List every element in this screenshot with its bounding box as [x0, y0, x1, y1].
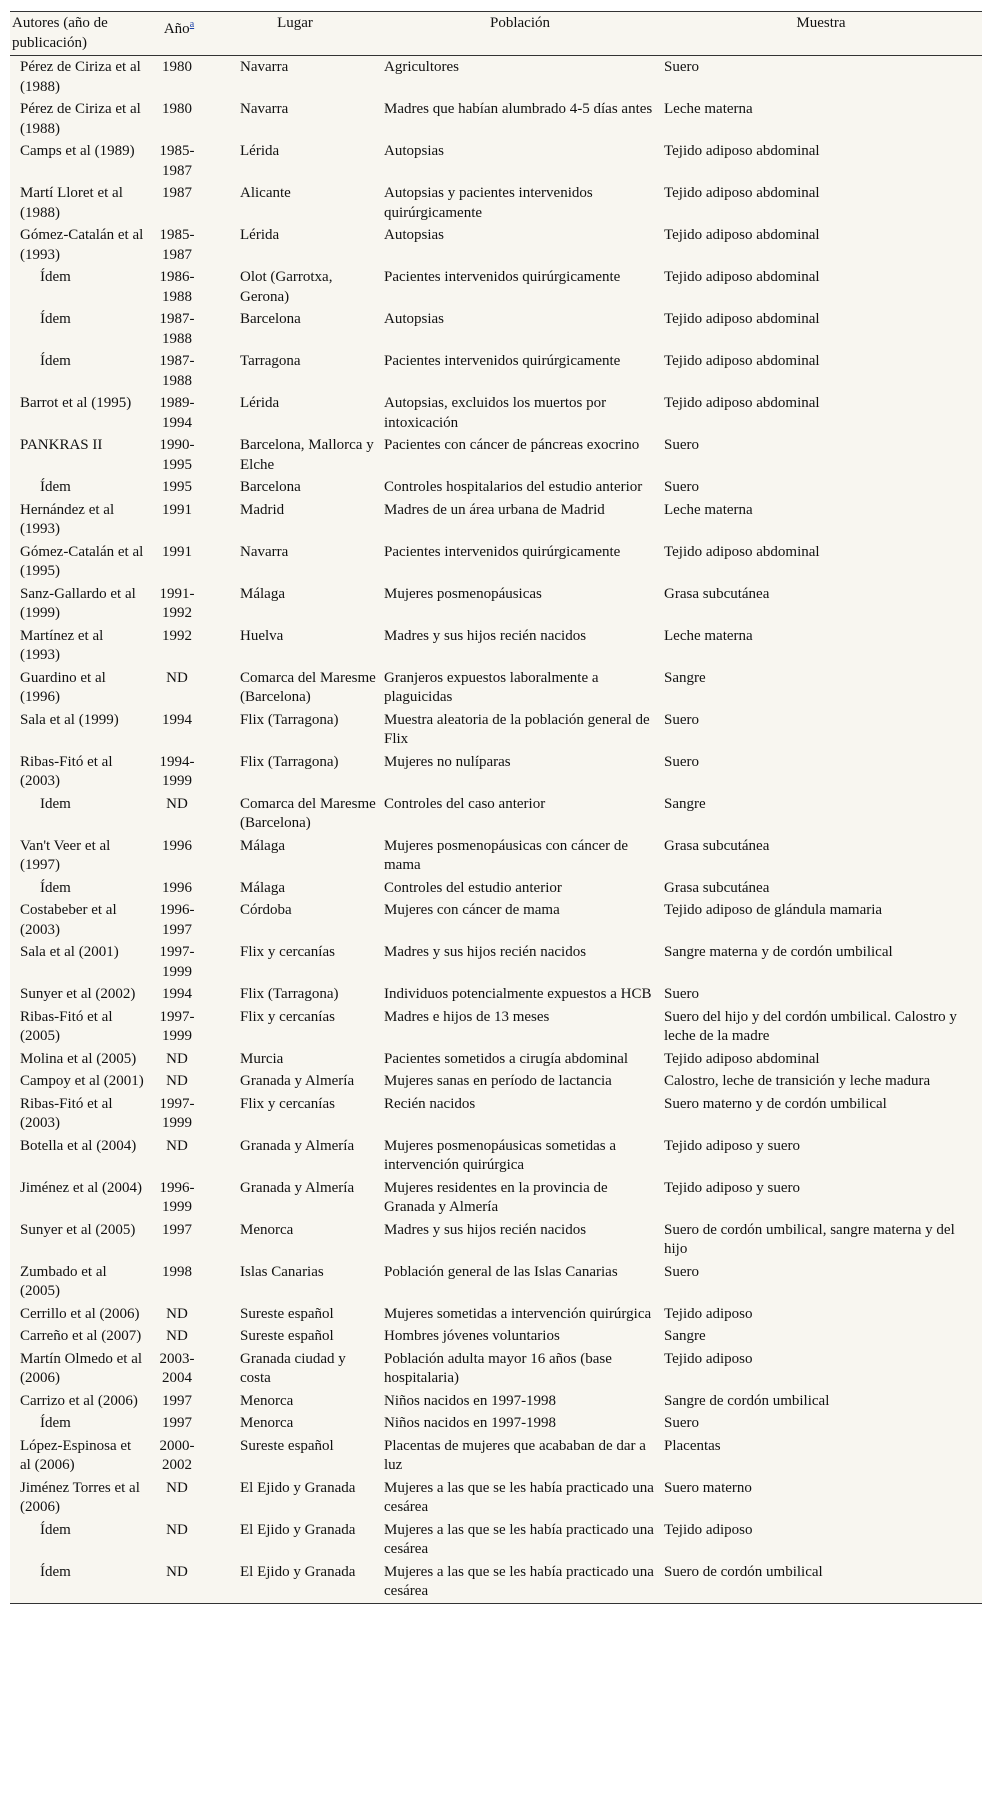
cell-muestra: Sangre — [664, 1328, 706, 1344]
cell-ano: ND — [166, 1521, 188, 1538]
cell-muestra: Tejido adiposo y suero — [664, 1137, 801, 1154]
cell-autores: Ídem — [40, 1563, 71, 1580]
cell-autores: Sala et al (2001) — [20, 944, 119, 960]
cell-poblacion: Pacientes intervenidos quirúrgicamente — [384, 269, 621, 285]
table-row — [10, 709, 982, 751]
footnote-link-a[interactable]: a — [189, 19, 195, 30]
cell-poblacion: Mujeres no nulíparas — [384, 753, 511, 770]
cell-autores: Ídem — [40, 879, 71, 896]
cell-muestra: Leche materna — [664, 627, 753, 644]
cell-ano: ND — [166, 1050, 188, 1067]
cell-lugar: Granada y Almería — [240, 1137, 355, 1154]
cell-poblacion: Madres y sus hijos recién nacidos — [384, 944, 587, 960]
cell-ano: 1997-1999 — [159, 944, 195, 980]
cell-autores: Martín Olmedo et al (2006) — [20, 1350, 143, 1386]
cell-lugar: Flix (Tarragona) — [240, 753, 339, 770]
cell-autores: Gómez-Catalán et al (1995) — [20, 543, 144, 579]
cell-muestra: Suero de cordón umbilical — [664, 1563, 823, 1580]
cell-muestra: Sangre de cordón umbilical — [664, 1392, 830, 1409]
cell-poblacion: Madres y sus hijos recién nacidos — [384, 1221, 587, 1238]
cell-poblacion: Controles del estudio anterior — [384, 879, 562, 896]
cell-muestra: Suero materno — [664, 1479, 752, 1496]
cell-autores: Ribas-Fitó et al (2005) — [20, 1008, 113, 1044]
cell-autores: PANKRAS II — [20, 437, 103, 453]
cell-ano: 1990-1995 — [159, 437, 195, 473]
cell-lugar: Granada ciudad y costa — [240, 1350, 346, 1386]
cell-lugar: Murcia — [240, 1050, 284, 1067]
cell-poblacion: Autopsias y pacientes intervenidos quirúrgicamente — [384, 185, 593, 221]
cell-poblacion: Pacientes con cáncer de páncreas exocrino — [384, 437, 640, 453]
cell-ano: 1991 — [162, 543, 192, 560]
cell-lugar: Navarra — [240, 59, 289, 75]
cell-muestra: Suero de cordón umbilical, sangre materna y del hijo — [664, 1221, 955, 1257]
cell-poblacion: Mujeres residentes en la provincia de Granada y Almería — [384, 1179, 608, 1215]
table-row — [10, 499, 982, 541]
cell-ano: 1980 — [162, 101, 192, 117]
cell-ano: 2003-2004 — [159, 1350, 195, 1386]
cell-ano: 1994 — [162, 986, 192, 1002]
table-row — [10, 182, 982, 224]
cell-poblacion: Placentas de mujeres que acababan de dar a luz — [384, 1437, 646, 1473]
cell-lugar: Flix y cercanías — [240, 1008, 335, 1025]
cell-poblacion: Población adulta mayor 16 años (base hospitalaria) — [384, 1350, 612, 1386]
cell-lugar: Menorca — [240, 1221, 294, 1238]
cell-autores: Martí Lloret et al (1988) — [20, 185, 123, 221]
cell-muestra: Suero — [664, 479, 699, 495]
cell-muestra: Tejido adiposo de glándula mamaria — [664, 902, 883, 918]
header-poblacion: Población — [380, 12, 660, 56]
cell-ano: ND — [166, 1563, 188, 1580]
cell-ano: 1997 — [162, 1415, 192, 1431]
cell-ano: 1995 — [162, 479, 192, 495]
header-row — [10, 12, 982, 56]
cell-ano: 1986-1988 — [159, 269, 195, 305]
cell-poblacion: Mujeres posmenopáusicas sometidas a intervención quirúrgica — [384, 1137, 617, 1173]
cell-autores: Botella et al (2004) — [20, 1137, 137, 1154]
cell-poblacion: Pacientes sometidos a cirugía abdominal — [384, 1050, 629, 1067]
cell-autores: Ribas-Fitó et al (2003) — [20, 753, 113, 789]
cell-ano: ND — [166, 1073, 188, 1089]
cell-autores: Ídem — [40, 269, 71, 285]
cell-autores: Ídem — [40, 311, 71, 327]
table-row — [10, 1390, 982, 1413]
cell-lugar: El Ejido y Granada — [240, 1521, 356, 1538]
cell-poblacion: Niños nacidos en 1997-1998 — [384, 1415, 557, 1431]
cell-poblacion: Madres de un área urbana de Madrid — [384, 501, 605, 518]
cell-lugar: Menorca — [240, 1392, 294, 1409]
table-row — [10, 835, 982, 877]
cell-muestra: Tejido adiposo abdominal — [664, 311, 820, 327]
table-row — [10, 308, 982, 350]
cell-poblacion: Autopsias — [384, 227, 444, 243]
table-row — [10, 392, 982, 434]
cell-muestra: Suero — [664, 59, 699, 75]
table-body — [10, 56, 982, 1604]
cell-muestra: Suero — [664, 753, 699, 770]
cell-muestra: Tejido adiposo — [664, 1521, 753, 1538]
table-row — [10, 350, 982, 392]
cell-poblacion: Mujeres posmenopáusicas — [384, 585, 542, 602]
cell-poblacion: Autopsias — [384, 143, 444, 159]
table-row — [10, 1348, 982, 1390]
cell-lugar: Madrid — [240, 501, 285, 518]
cell-lugar: Menorca — [240, 1415, 294, 1431]
cell-poblacion: Autopsias, excluidos los muertos por intoxicación — [384, 395, 607, 431]
table-row — [10, 224, 982, 266]
cell-lugar: Alicante — [240, 185, 291, 201]
cell-muestra: Tejido adiposo — [664, 1350, 753, 1367]
cell-autores: Jiménez et al (2004) — [20, 1179, 143, 1196]
table-row — [10, 98, 982, 140]
table-row — [10, 1219, 982, 1261]
cell-ano: 1994-1999 — [159, 753, 195, 789]
cell-ano: 1987-1988 — [159, 311, 195, 347]
cell-lugar: Olot (Garrotxa, Gerona) — [240, 269, 333, 305]
table-row — [10, 1261, 982, 1303]
cell-autores: Ídem — [40, 1415, 71, 1431]
cell-poblacion: Mujeres sanas en período de lactancia — [384, 1073, 612, 1089]
cell-ano: 1980 — [162, 59, 192, 75]
cell-muestra: Suero — [664, 437, 699, 453]
cell-lugar: El Ejido y Granada — [240, 1479, 356, 1496]
cell-ano: ND — [166, 669, 188, 686]
cell-autores: Ídem — [40, 479, 71, 495]
cell-muestra: Calostro, leche de transición y leche madura — [664, 1073, 931, 1089]
cell-poblacion: Niños nacidos en 1997-1998 — [384, 1392, 557, 1409]
cell-lugar: Málaga — [240, 585, 285, 602]
table-row — [10, 1177, 982, 1219]
cell-autores: Jiménez Torres et al (2006) — [20, 1479, 140, 1515]
cell-muestra: Sangre materna y de cordón umbilical — [664, 944, 893, 960]
table-row — [10, 941, 982, 983]
cell-autores: López-Espinosa et al (2006) — [20, 1437, 132, 1473]
cell-lugar: Flix y cercanías — [240, 944, 335, 960]
cell-ano: 1996-1999 — [159, 1179, 195, 1215]
cell-lugar: Málaga — [240, 837, 285, 854]
cell-muestra: Sangre — [664, 669, 706, 686]
cell-lugar: Navarra — [240, 101, 289, 117]
table-row — [10, 1561, 982, 1604]
cell-muestra: Suero del hijo y del cordón umbilical. Calostro y leche de la madre — [664, 1008, 957, 1044]
cell-poblacion: Mujeres con cáncer de mama — [384, 902, 560, 918]
cell-lugar: Flix y cercanías — [240, 1095, 335, 1112]
cell-poblacion: Mujeres a las que se les había practicado una cesárea — [384, 1563, 654, 1599]
cell-autores: Hernández et al (1993) — [20, 501, 115, 537]
cell-muestra: Suero — [664, 1415, 699, 1431]
cell-poblacion: Autopsias — [384, 311, 444, 327]
cell-ano: 1996-1997 — [159, 902, 195, 938]
cell-muestra: Tejido adiposo abdominal — [664, 143, 820, 159]
table-row — [10, 877, 982, 900]
cell-lugar: Lérida — [240, 395, 280, 411]
cell-muestra: Placentas — [664, 1437, 721, 1454]
cell-ano: 1991-1992 — [159, 585, 195, 621]
cell-lugar: Sureste español — [240, 1328, 334, 1344]
table-row — [10, 899, 982, 941]
cell-lugar: Granada y Almería — [240, 1179, 355, 1196]
cell-ano: 1996 — [162, 879, 192, 896]
cell-muestra: Tejido adiposo y suero — [664, 1179, 801, 1196]
table-row — [10, 625, 982, 667]
cell-poblacion: Pacientes intervenidos quirúrgicamente — [384, 543, 621, 560]
cell-lugar: Huelva — [240, 627, 284, 644]
cell-autores: Ídem — [40, 1521, 71, 1538]
cell-poblacion: Individuos potencialmente expuestos a HCB — [384, 986, 652, 1002]
cell-ano: 1992 — [162, 627, 192, 644]
cell-poblacion: Mujeres sometidas a intervención quirúrgica — [384, 1305, 652, 1322]
cell-ano: 1998 — [162, 1263, 192, 1280]
table-row — [10, 1006, 982, 1048]
cell-muestra: Tejido adiposo abdominal — [664, 185, 820, 201]
cell-autores: Idem — [40, 795, 71, 812]
cell-muestra: Tejido adiposo abdominal — [664, 227, 820, 243]
cell-lugar: Navarra — [240, 543, 289, 560]
header-lugar: Lugar — [210, 12, 380, 56]
cell-autores: Van't Veer et al (1997) — [20, 837, 111, 873]
cell-muestra: Grasa subcutánea — [664, 585, 770, 602]
cell-autores: Guardino et al (1996) — [20, 669, 106, 705]
cell-poblacion: Agricultores — [384, 59, 459, 75]
header-ano-label: Año — [163, 21, 190, 37]
cell-muestra: Sangre — [664, 795, 706, 812]
cell-lugar: Málaga — [240, 879, 285, 896]
cell-ano: 1989-1994 — [159, 395, 195, 431]
cell-autores: Barrot et al (1995) — [20, 395, 132, 411]
cell-lugar: Islas Canarias — [240, 1263, 324, 1280]
table-header — [10, 12, 982, 56]
table-row — [10, 1477, 982, 1519]
cell-lugar: Barcelona, Mallorca y Elche — [240, 437, 374, 473]
cell-lugar: Flix (Tarragona) — [240, 711, 339, 728]
cell-autores: Sunyer et al (2005) — [20, 1221, 136, 1238]
cell-muestra: Suero — [664, 1263, 699, 1280]
cell-muestra: Suero materno y de cordón umbilical — [664, 1095, 887, 1112]
table-row — [10, 1093, 982, 1135]
cell-ano: 1996 — [162, 837, 192, 854]
cell-poblacion: Población general de las Islas Canarias — [384, 1263, 618, 1280]
cell-autores: Cerrillo et al (2006) — [20, 1305, 140, 1322]
table-row — [10, 667, 982, 709]
cell-autores: Costabeber et al (2003) — [20, 902, 117, 938]
cell-ano: 1987 — [162, 185, 192, 201]
cell-poblacion: Madres e hijos de 13 meses — [384, 1008, 550, 1025]
cell-poblacion: Controles hospitalarios del estudio anterior — [384, 479, 643, 495]
cell-muestra: Leche materna — [664, 101, 753, 117]
cell-autores: Campoy et al (2001) — [20, 1073, 144, 1089]
cell-ano: ND — [166, 1305, 188, 1322]
cell-muestra: Grasa subcutánea — [664, 837, 770, 854]
cell-ano: 1997 — [162, 1392, 192, 1409]
cell-lugar: Lérida — [240, 143, 280, 159]
header-muestra: Muestra — [660, 12, 982, 56]
table-row — [10, 1048, 982, 1071]
cell-autores: Zumbado et al (2005) — [20, 1263, 107, 1299]
cell-lugar: Flix (Tarragona) — [240, 986, 339, 1002]
cell-muestra: Tejido adiposo abdominal — [664, 1050, 820, 1067]
cell-muestra: Tejido adiposo abdominal — [664, 353, 820, 369]
cell-lugar: Barcelona — [240, 311, 301, 327]
cell-ano: ND — [166, 795, 188, 812]
cell-autores: Sanz-Gallardo et al (1999) — [20, 585, 136, 621]
cell-poblacion: Mujeres a las que se les había practicado una cesárea — [384, 1521, 654, 1557]
table-row — [10, 793, 982, 835]
cell-ano: 2000-2002 — [159, 1437, 195, 1473]
table-row — [10, 434, 982, 476]
table-row — [10, 583, 982, 625]
table-row — [10, 1519, 982, 1561]
header-autores: Autores (año de publicación) — [10, 12, 148, 56]
cell-autores: Carrizo et al (2006) — [20, 1392, 138, 1409]
cell-lugar: Barcelona — [240, 479, 301, 495]
cell-muestra: Tejido adiposo abdominal — [664, 269, 820, 285]
cell-lugar: Comarca del Maresme (Barcelona) — [240, 669, 376, 705]
cell-autores: Camps et al (1989) — [20, 143, 135, 159]
cell-autores: Carreño et al (2007) — [20, 1328, 142, 1344]
cell-poblacion: Madres y sus hijos recién nacidos — [384, 627, 587, 644]
cell-lugar: Córdoba — [240, 902, 292, 918]
cell-autores: Sunyer et al (2002) — [20, 986, 136, 1002]
table-row — [10, 541, 982, 583]
cell-ano: 1991 — [162, 501, 192, 518]
cell-ano: ND — [166, 1328, 188, 1344]
cell-muestra: Tejido adiposo — [664, 1305, 753, 1322]
table-row — [10, 1325, 982, 1348]
cell-muestra: Grasa subcutánea — [664, 879, 770, 896]
cell-poblacion: Pacientes intervenidos quirúrgicamente — [384, 353, 621, 369]
cell-lugar: Lérida — [240, 227, 280, 243]
cell-poblacion: Granjeros expuestos laboralmente a plaguicidas — [384, 669, 599, 705]
cell-muestra: Tejido adiposo abdominal — [664, 543, 820, 560]
cell-autores: Molina et al (2005) — [20, 1050, 137, 1067]
table-row — [10, 751, 982, 793]
cell-muestra: Tejido adiposo abdominal — [664, 395, 820, 411]
table-row — [10, 1135, 982, 1177]
cell-autores: Pérez de Ciriza et al (1988) — [20, 59, 141, 95]
table-row — [10, 476, 982, 499]
header-ano — [148, 12, 210, 56]
cell-ano: ND — [166, 1479, 188, 1496]
cell-autores: Ribas-Fitó et al (2003) — [20, 1095, 113, 1131]
table-row — [10, 983, 982, 1006]
table-row — [10, 140, 982, 182]
cell-muestra: Leche materna — [664, 501, 753, 518]
cell-ano: 1985-1987 — [159, 143, 195, 179]
cell-ano: 1987-1988 — [159, 353, 195, 389]
cell-lugar: El Ejido y Granada — [240, 1563, 356, 1580]
cell-lugar: Sureste español — [240, 1305, 334, 1322]
cell-lugar: Tarragona — [240, 353, 301, 369]
table-row — [10, 1070, 982, 1093]
cell-autores: Ídem — [40, 353, 71, 369]
cell-autores: Sala et al (1999) — [20, 711, 119, 728]
cell-autores: Gómez-Catalán et al (1993) — [20, 227, 144, 263]
cell-ano: 1997-1999 — [159, 1095, 195, 1131]
table-row — [10, 1303, 982, 1326]
cell-lugar: Comarca del Maresme (Barcelona) — [240, 795, 376, 831]
cell-ano: ND — [166, 1137, 188, 1154]
cell-ano: 1985-1987 — [159, 227, 195, 263]
cell-muestra: Suero — [664, 986, 699, 1002]
cell-lugar: Sureste español — [240, 1437, 334, 1454]
cell-ano: 1997 — [162, 1221, 192, 1238]
cell-ano: 1997-1999 — [159, 1008, 195, 1044]
table-row — [10, 1412, 982, 1435]
cell-autores: Martínez et al (1993) — [20, 627, 104, 663]
cell-ano: 1994 — [162, 711, 192, 728]
cell-autores: Pérez de Ciriza et al (1988) — [20, 101, 141, 137]
table-row — [10, 56, 982, 99]
cell-poblacion: Controles del caso anterior — [384, 795, 546, 812]
cell-poblacion: Hombres jóvenes voluntarios — [384, 1328, 560, 1344]
cell-poblacion: Madres que habían alumbrado 4-5 días antes — [384, 101, 653, 117]
table-row — [10, 266, 982, 308]
cell-poblacion: Mujeres a las que se les había practicado una cesárea — [384, 1479, 654, 1515]
studies-table — [10, 11, 982, 1604]
cell-lugar: Granada y Almería — [240, 1073, 355, 1089]
cell-poblacion: Recién nacidos — [384, 1095, 476, 1112]
cell-poblacion: Muestra aleatoria de la población general de Flix — [384, 711, 650, 747]
table-row — [10, 1435, 982, 1477]
cell-poblacion: Mujeres posmenopáusicas con cáncer de mama — [384, 837, 629, 873]
cell-muestra: Suero — [664, 711, 699, 728]
